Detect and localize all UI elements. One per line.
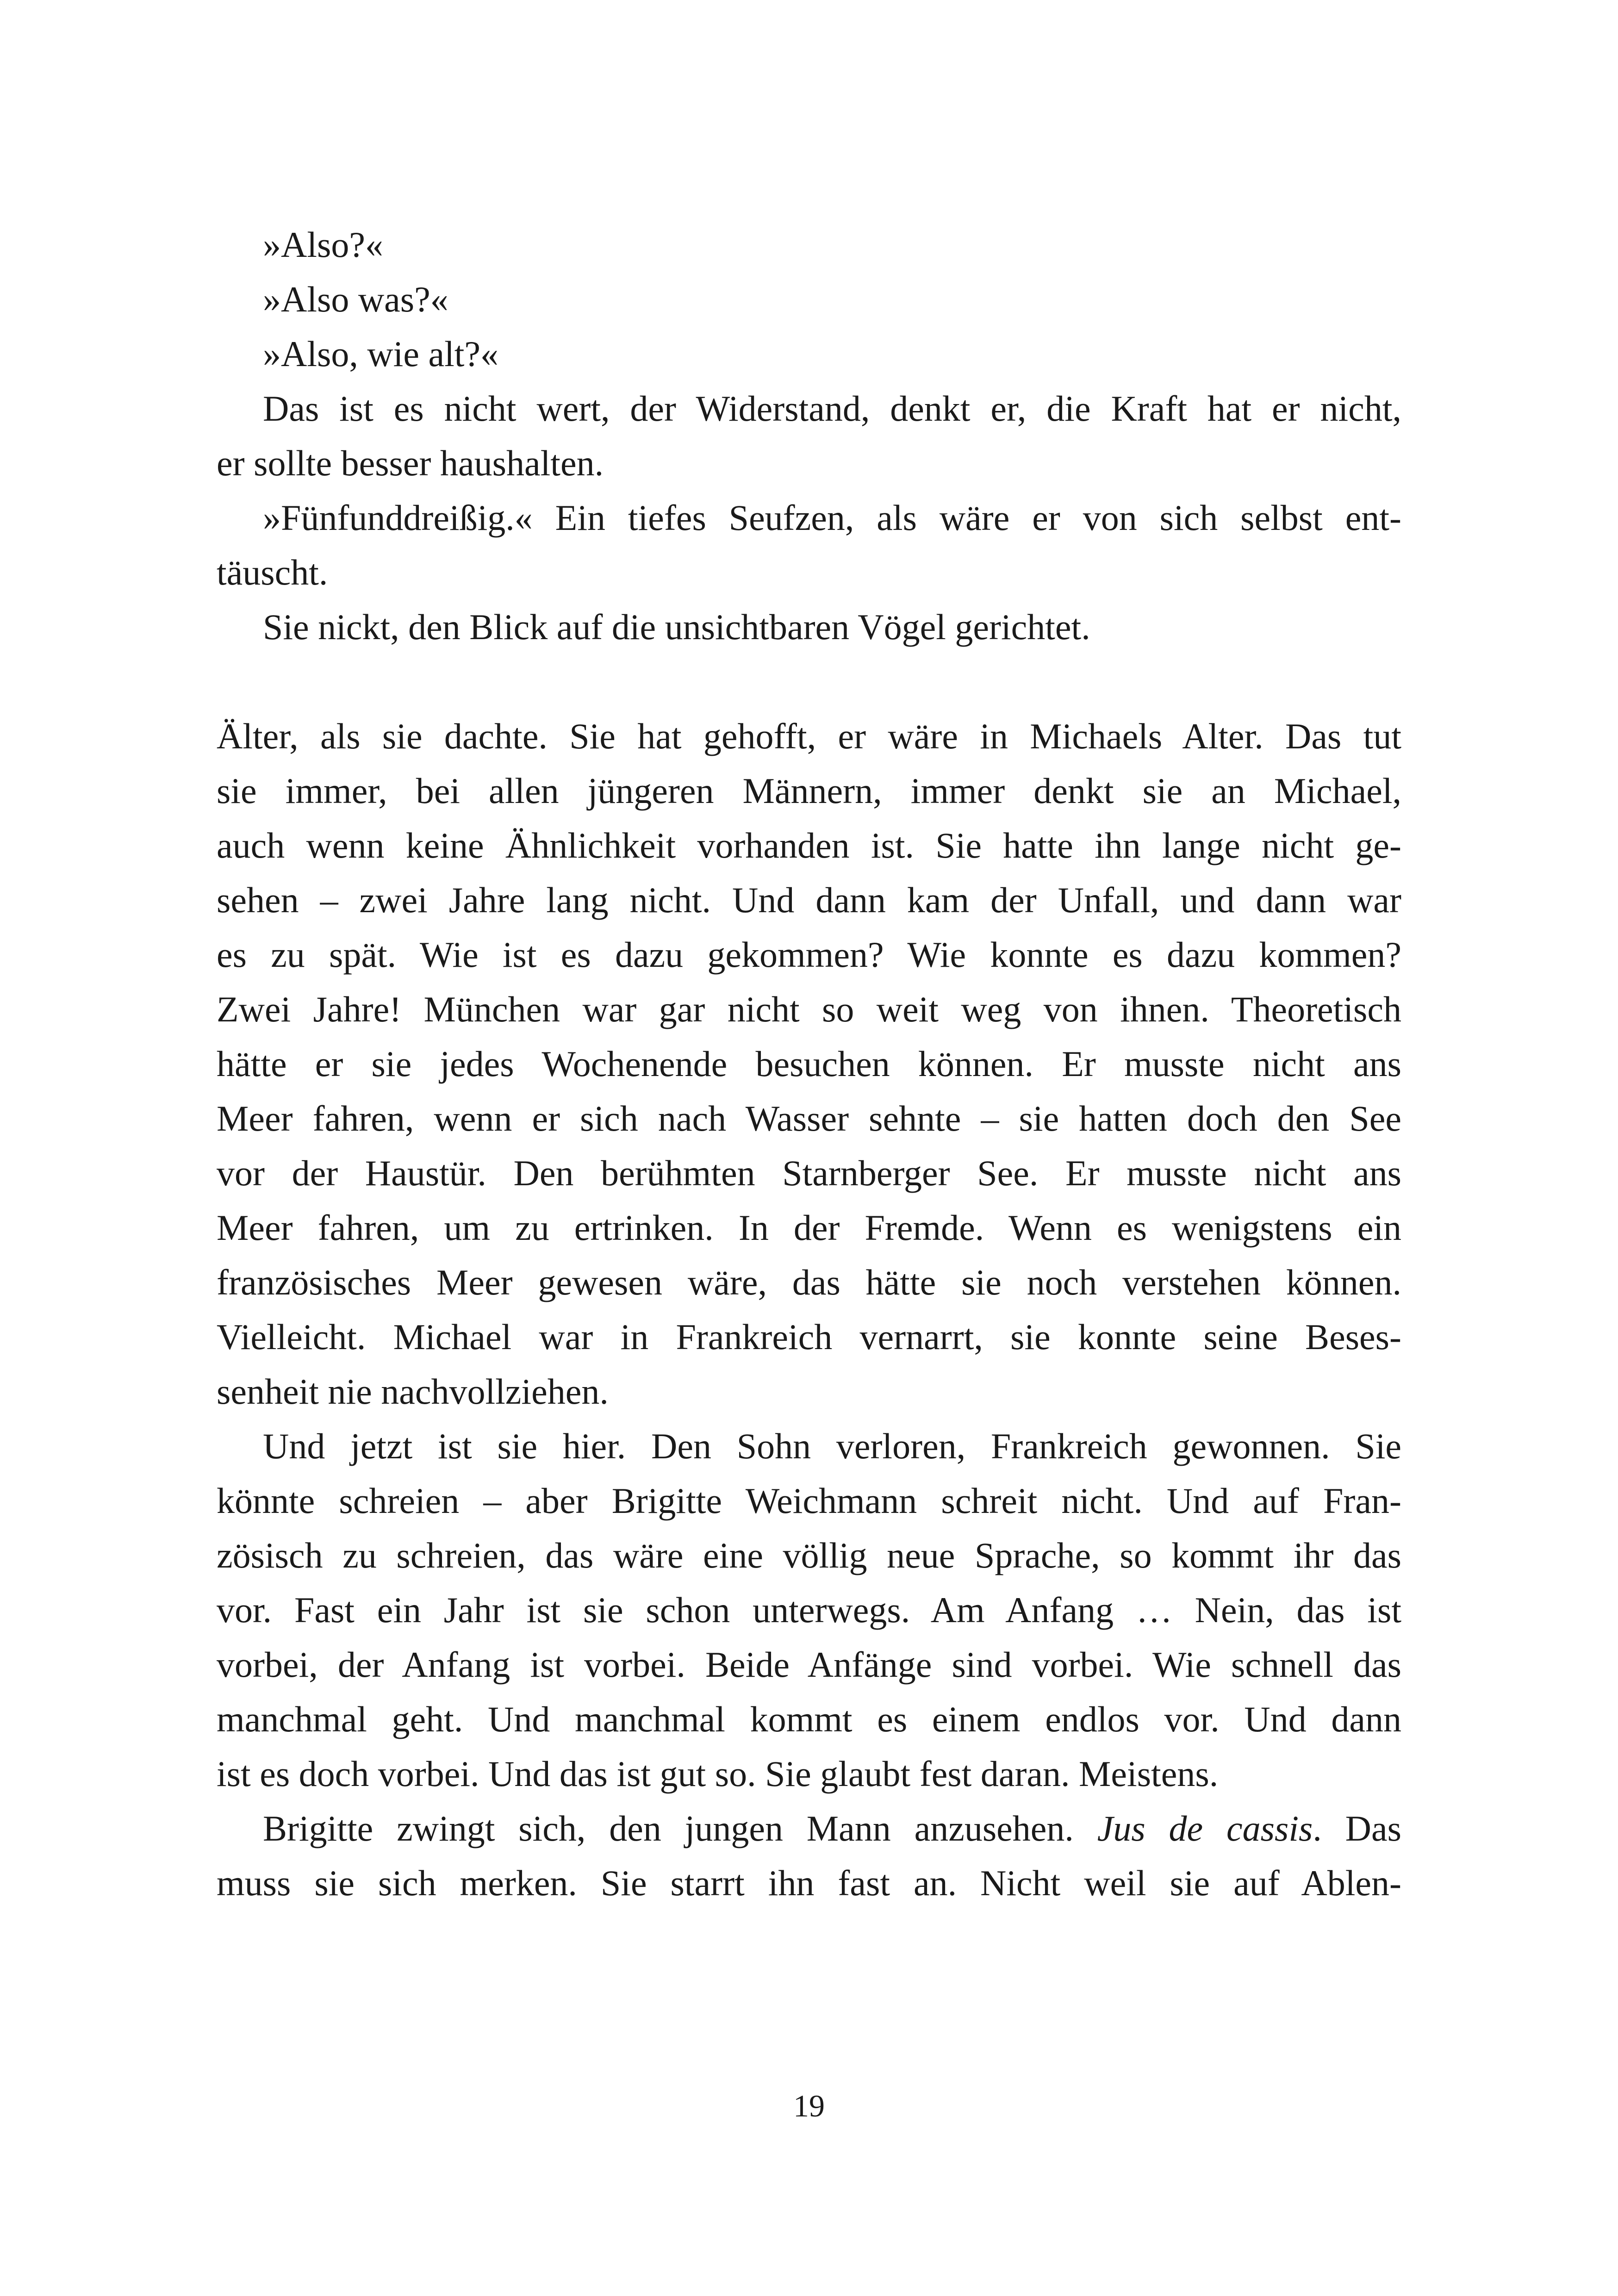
- text-segment: Brigitte zwingt sich, den jungen Mann anzusehen.: [263, 1808, 1074, 1848]
- paragraph-line: auch wenn keine Ähnlichkeit vorhanden ist. Sie hatte ihn lange nicht ge-: [217, 825, 1401, 865]
- dialogue-line: »Also was?«: [263, 279, 448, 319]
- page-body-text: [217, 218, 1401, 1910]
- paragraph-line-with-italic: [217, 1801, 1401, 1856]
- paragraph-line: »Fünfunddreißig.« Ein tiefes Seufzen, als wäre er von sich selbst ent-: [263, 498, 1401, 538]
- paragraph-line: Zwei Jahre! München war gar nicht so weit weg von ihnen. Theoretisch: [217, 989, 1401, 1029]
- text-segment: . Das: [1313, 1808, 1401, 1848]
- paragraph-line: sehen – zwei Jahre lang nicht. Und dann kam der Unfall, und dann war: [217, 880, 1401, 920]
- paragraph-line: täuscht.: [217, 552, 328, 592]
- paragraph-line: vor. Fast ein Jahr ist sie schon unterwegs. Am Anfang … Nein, das ist: [217, 1590, 1401, 1630]
- paragraph-line: Älter, als sie dachte. Sie hat gehofft, er wäre in Michaels Alter. Das tut: [217, 716, 1401, 756]
- section-break: [217, 654, 1401, 709]
- paragraph-line: vorbei, der Anfang ist vorbei. Beide Anfänge sind vorbei. Wie schnell das: [217, 1644, 1401, 1685]
- paragraph-line: sie immer, bei allen jüngeren Männern, immer denkt sie an Michael,: [217, 771, 1401, 811]
- dialogue-line: »Also?«: [263, 224, 383, 265]
- paragraph-line: muss sie sich merken. Sie starrt ihn fast an. Nicht weil sie auf Ablen-: [217, 1863, 1401, 1903]
- paragraph-line: Vielleicht. Michael war in Frankreich vernarrt, sie konnte seine Beses-: [217, 1317, 1401, 1357]
- paragraph-line: manchmal geht. Und manchmal kommt es einem endlos vor. Und dann: [217, 1699, 1401, 1739]
- paragraph-line: Und jetzt ist sie hier. Den Sohn verloren, Frankreich gewonnen. Sie: [263, 1426, 1401, 1466]
- paragraph-line: Meer fahren, wenn er sich nach Wasser sehnte – sie hatten doch den See: [217, 1098, 1401, 1139]
- italic-phrase: Jus de cassis: [1097, 1808, 1313, 1848]
- paragraph-line: Das ist es nicht wert, der Widerstand, denkt er, die Kraft hat er nicht,: [263, 388, 1401, 429]
- paragraph-line: zösisch zu schreien, das wäre eine völlig neue Sprache, so kommt ihr das: [217, 1535, 1401, 1575]
- paragraph-line: senheit nie nachvollziehen.: [217, 1371, 609, 1412]
- paragraph-line: französisches Meer gewesen wäre, das hätte sie noch verstehen können.: [217, 1262, 1401, 1302]
- paragraph-line: er sollte besser haushalten.: [217, 443, 604, 483]
- paragraph-line: Sie nickt, den Blick auf die unsichtbaren Vögel gerichtet.: [263, 607, 1090, 647]
- paragraph-line: Meer fahren, um zu ertrinken. In der Fremde. Wenn es wenigstens ein: [217, 1207, 1401, 1248]
- paragraph-line: könnte schreien – aber Brigitte Weichmann schreit nicht. Und auf Fran-: [217, 1481, 1401, 1521]
- paragraph-line: es zu spät. Wie ist es dazu gekommen? Wie konnte es dazu kommen?: [217, 934, 1401, 975]
- page-number: 19: [793, 2088, 825, 2123]
- paragraph-line: ist es doch vorbei. Und das ist gut so. Sie glaubt fest daran. Meistens.: [217, 1754, 1219, 1794]
- paragraph-line: vor der Haustür. Den berühmten Starnberger See. Er musste nicht ans: [217, 1153, 1401, 1193]
- dialogue-line: »Also, wie alt?«: [263, 334, 499, 374]
- paragraph-line: hätte er sie jedes Wochenende besuchen können. Er musste nicht ans: [217, 1044, 1401, 1084]
